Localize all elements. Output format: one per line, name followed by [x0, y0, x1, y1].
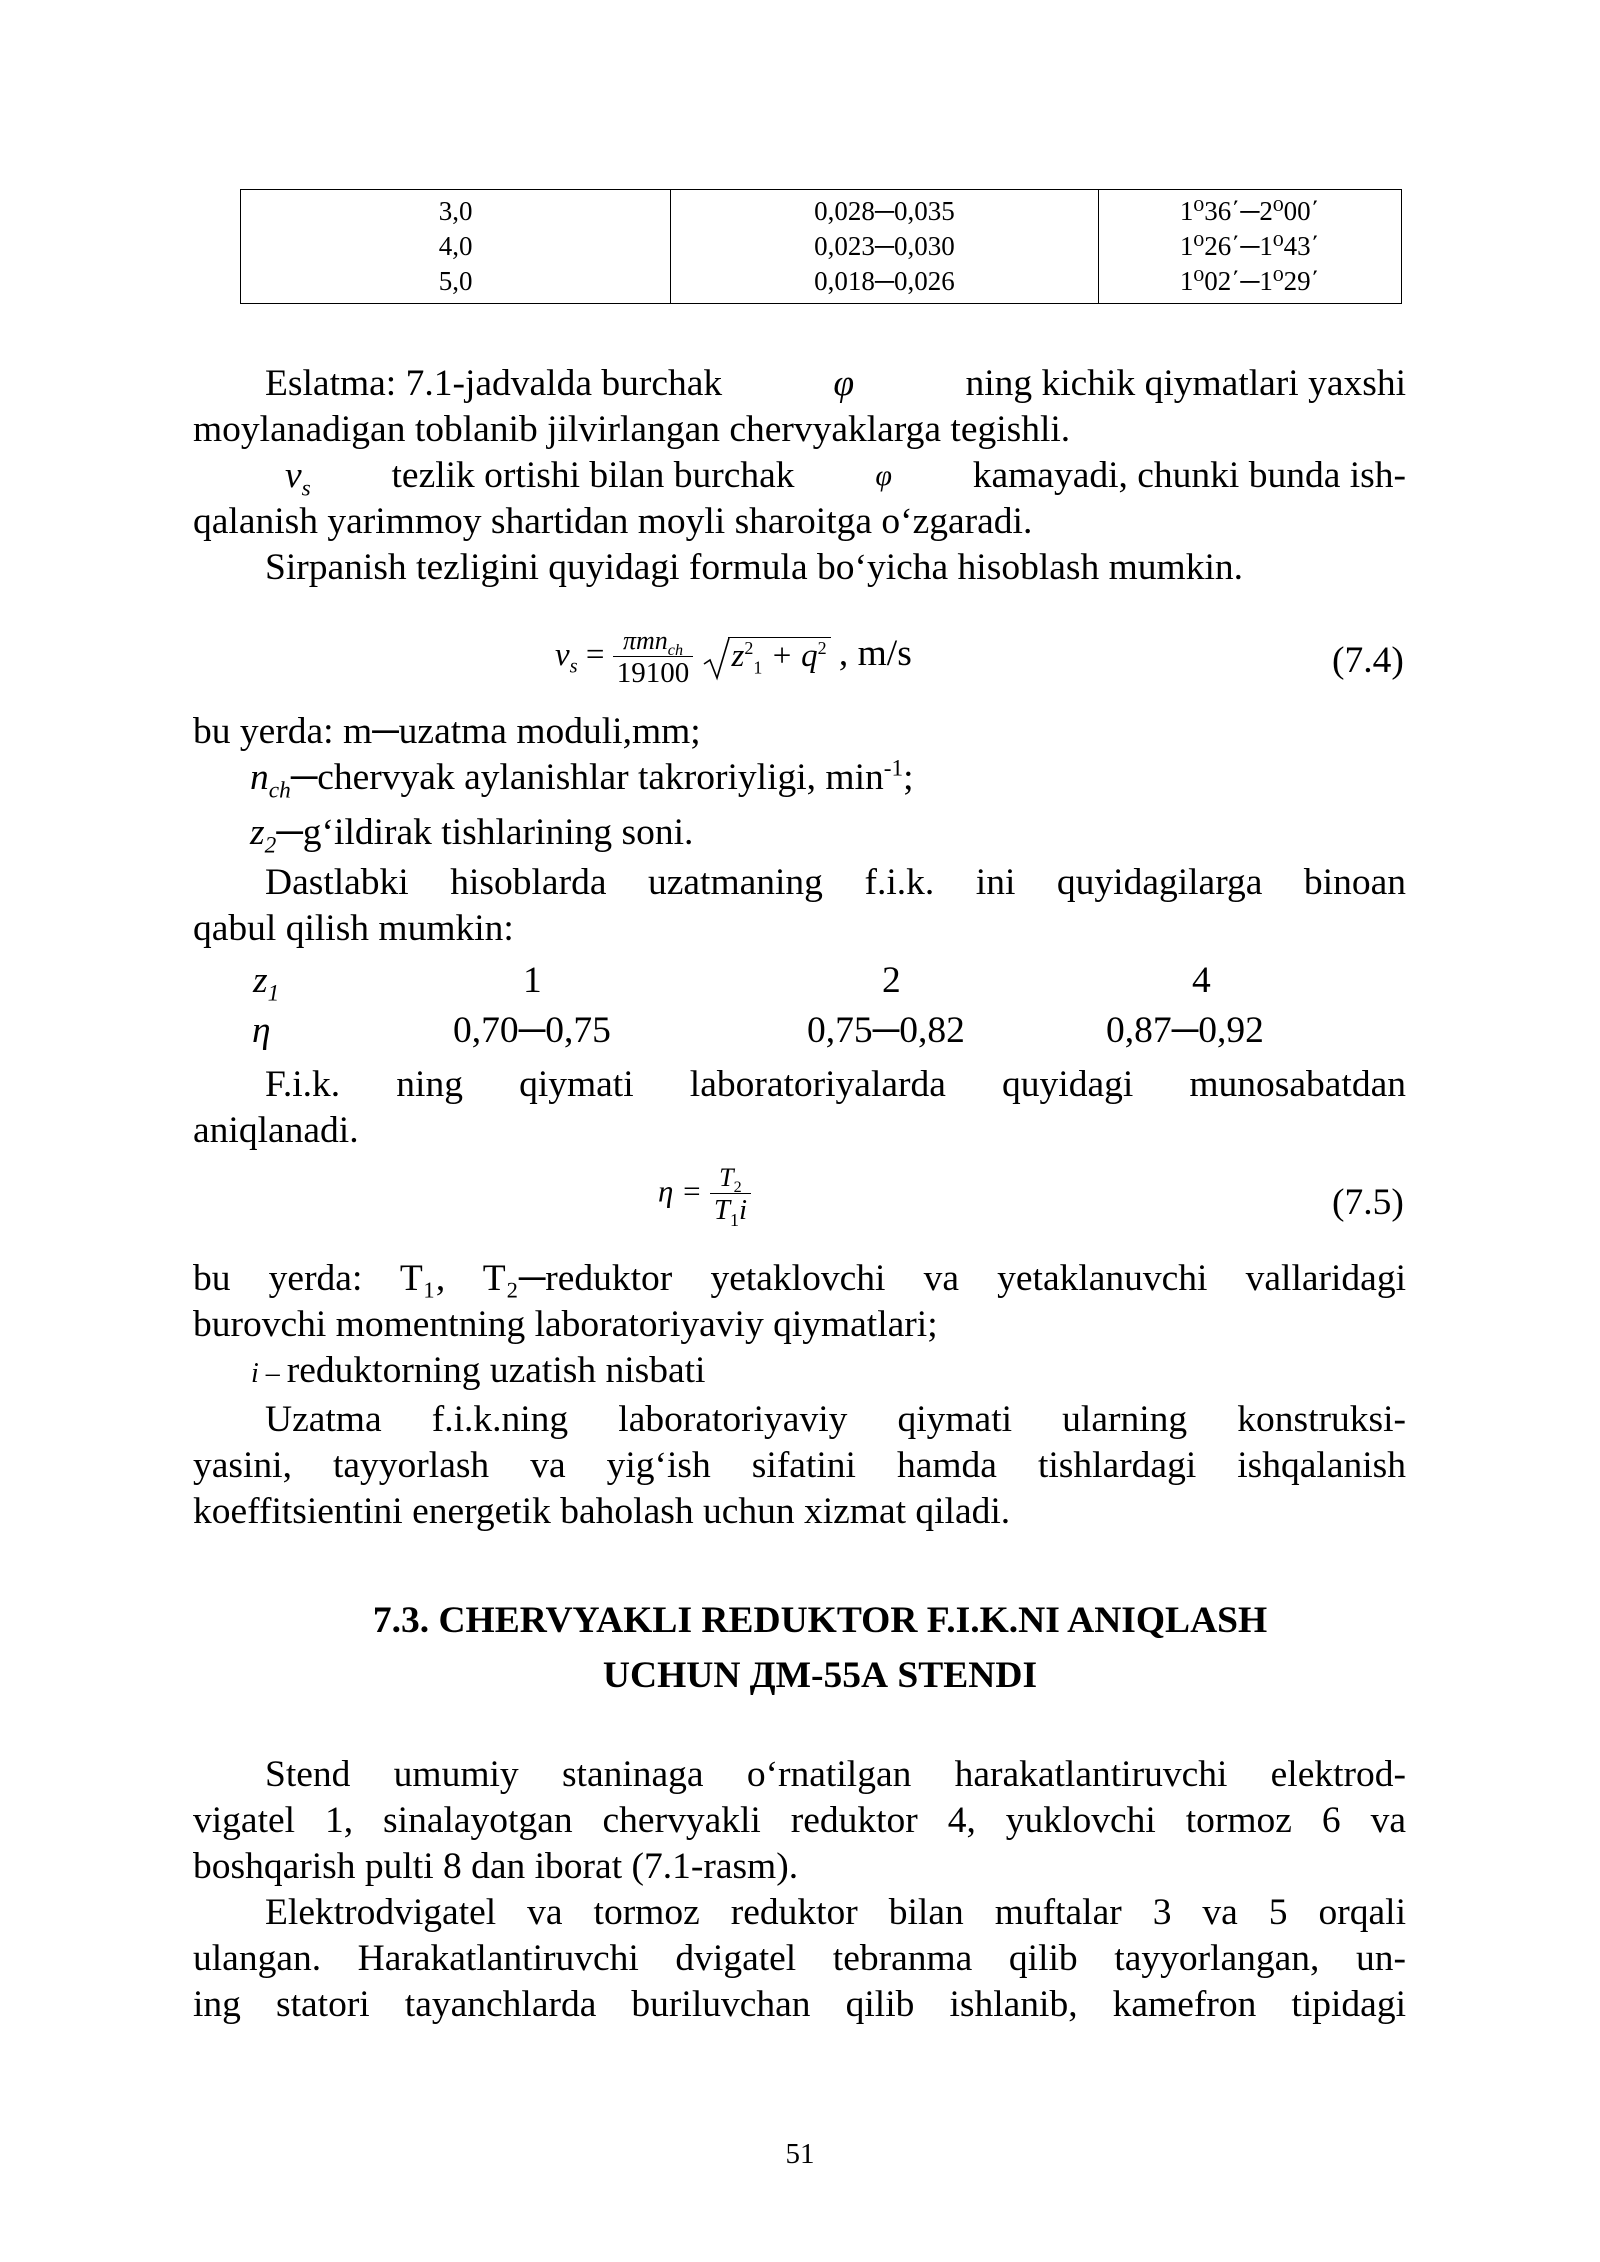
- eta-value: 0,70─0,75: [453, 1010, 611, 1051]
- text-line: moylanadigan toblanib jilvirlangan chervyaklarga tegishli.: [193, 409, 1071, 450]
- text-line: [193, 1443, 1406, 1489]
- paragraph: [193, 1256, 1406, 1535]
- table-cell: 0,018─0,026: [814, 266, 955, 296]
- section-heading: UCHUN ДМ-55А STENDI: [602, 1655, 1038, 1696]
- formula-lhs-sub: s: [569, 655, 578, 678]
- text-fragment: Elektrodvigatel va tormoz reduktor bilan muftalar 3 va 5 orqali: [265, 1892, 1406, 1933]
- denominator-sub: 1: [729, 1209, 739, 1230]
- z-symbol: z: [250, 812, 265, 853]
- z-symbol: z: [253, 960, 268, 1001]
- table-cell: 1⁰02΄─1⁰29΄: [1179, 266, 1320, 296]
- radical-sign-icon: [702, 634, 732, 682]
- table-cell: 4,0: [438, 231, 473, 261]
- text-fragment: ning kichik qiymatlari yaxshi: [965, 363, 1406, 404]
- text-line: [193, 1256, 1406, 1302]
- paragraph: [193, 1062, 1406, 1154]
- denominator-text: T: [713, 1194, 730, 1226]
- text-fragment: vigatel 1, sinalayotgan chervyakli reduktor 4, yuklovchi tormoz 6 va: [193, 1800, 1406, 1841]
- table-column-ratio: [241, 190, 670, 303]
- formula-lhs: η =: [658, 1173, 703, 1209]
- ch-subscript: ch: [268, 777, 291, 804]
- text-fragment: reduktorning uzatish nisbati: [286, 1350, 706, 1391]
- formula-7-4: [555, 626, 912, 689]
- radicand: $z^2_1 + q^2$: [728, 637, 831, 674]
- phi-symbol: φ: [833, 363, 855, 404]
- formula-unit: , m/s: [838, 633, 912, 675]
- text-line: [265, 860, 1406, 906]
- text-line: [265, 1890, 1406, 1936]
- text-fragment: Stend umumiy staninaga o‘rnatilgan harakatlantiruvchi elektrod-: [265, 1754, 1406, 1795]
- text-fragment: Uzatma f.i.k.ning laboratoriyaviy qiymati ularning konstruksi-: [265, 1399, 1406, 1440]
- text-line: [193, 1798, 1406, 1844]
- text-line: [285, 453, 1406, 502]
- table-cell: 1⁰26΄─1⁰43΄: [1179, 231, 1320, 261]
- equation-number: (7.5): [1332, 1182, 1404, 1223]
- fraction: [710, 1163, 751, 1230]
- text-line: [265, 361, 1406, 407]
- vs-symbol: [285, 453, 311, 502]
- fraction-denominator: [710, 1193, 751, 1230]
- text-line: qalanish yarimmoy shartidan moyli sharoitga o‘zgaradi.: [193, 501, 1033, 542]
- text-fragment: ;: [903, 757, 914, 798]
- text-line: [193, 1982, 1406, 2028]
- section-heading: 7.3. CHERVYAKLI REDUKTOR F.I.K.NI ANIQLASH: [372, 1600, 1268, 1641]
- fraction: [613, 626, 694, 689]
- text-line: [265, 1397, 1406, 1443]
- note-paragraph: [193, 361, 1406, 591]
- fraction-denominator: 19100: [613, 656, 694, 689]
- denominator-rest: i: [738, 1194, 747, 1226]
- table-cell: 0,023─0,030: [814, 231, 955, 261]
- table-cell: 5,0: [438, 266, 473, 296]
- text-line: Sirpanish tezligini quyidagi formula bo‘yicha hisoblash mumkin.: [265, 547, 1243, 588]
- text-line: koeffitsientini energetik baholash uchun xizmat qiladi.: [193, 1491, 1011, 1532]
- text-fragment: kamayadi, chunki bunda ish-: [972, 455, 1406, 496]
- n-symbol: n: [250, 757, 269, 798]
- text-line: aniqlanadi.: [193, 1110, 359, 1151]
- angle-table: [240, 189, 1402, 304]
- text-fragment: ─g‘ildirak tishlarining soni.: [276, 812, 694, 853]
- numerator-sub: 2: [733, 1179, 742, 1197]
- text-fragment: Dastlabki hisoblarda uzatmaning f.i.k. ini quyidagilarga binoan: [265, 862, 1406, 903]
- paragraph: [193, 860, 1406, 952]
- eta-value: 0,75─0,82: [807, 1010, 965, 1051]
- text-fragment: ulangan. Harakatlantiruvchi dvigatel tebranma qilib tayyorlangan, un-: [193, 1938, 1406, 1979]
- table-column-friction: [670, 190, 1097, 303]
- text-fragment: bu yerda: T₁, T₂─reduktor yetaklovchi va yetaklanuvchi vallaridagi: [193, 1258, 1406, 1299]
- text-line: boshqarish pulti 8 dan iborat (7.1-rasm).: [193, 1846, 799, 1887]
- text-fragment: yasini, tayyorlash va yig‘ish sifatini hamda tishlardagi ishqalanish: [193, 1445, 1406, 1486]
- equals-sign: =: [585, 637, 605, 674]
- z-subscript: 1: [267, 980, 280, 1007]
- table-cell: 0,028─0,035: [814, 196, 955, 226]
- eta-value: 0,87─0,92: [1106, 1010, 1264, 1051]
- numerator-text: πmn: [622, 626, 668, 655]
- v-letter: v: [285, 455, 302, 496]
- eta-label: η: [252, 1010, 271, 1051]
- radicand-sub: 1: [753, 657, 763, 678]
- text-line: qabul qilish mumkin:: [193, 908, 514, 949]
- text-line: bu yerda: m─uzatma moduli,mm;: [193, 711, 701, 752]
- paragraph: [193, 1752, 1406, 2028]
- fraction-numerator: [715, 1163, 746, 1197]
- formula-7-5: [658, 1163, 751, 1230]
- radicand-z: z: [731, 637, 745, 674]
- z1-value: 4: [1192, 960, 1211, 1001]
- page-number: 51: [785, 2138, 815, 2170]
- s-subscript: s: [301, 475, 311, 502]
- z1-label: [253, 958, 280, 1007]
- formula-lhs: v: [555, 637, 570, 674]
- text-line: [265, 1062, 1406, 1108]
- text-line: [265, 1752, 1406, 1798]
- text-fragment: ─chervyak aylanishlar takroriyligi, min: [290, 757, 884, 798]
- z1-value: 1: [523, 960, 542, 1001]
- text-fragment: ing statori tayanchlarda buriluvchan qilib ishlanib, kamefron tipidagi: [193, 1984, 1406, 2025]
- text-line: i – reduktorning uzatish nisbati: [251, 1350, 706, 1391]
- table-column-angle: [1098, 190, 1401, 303]
- text-line: [250, 755, 914, 804]
- text-fragment: Eslatma: 7.1-jadvalda burchak: [265, 363, 723, 404]
- phi-symbol: φ: [875, 459, 892, 492]
- radicand-rest: + q: [770, 637, 818, 674]
- text-fragment: tezlik ortishi bilan burchak: [391, 455, 795, 496]
- table-cell: 1⁰36΄─2⁰00΄: [1179, 196, 1320, 226]
- fraction-numerator: [619, 626, 687, 660]
- z1-value: 2: [882, 960, 901, 1001]
- superscript: -1: [883, 755, 904, 782]
- text-fragment: F.i.k. ning qiymati laboratoriyalarda quyidagi munosabatdan: [265, 1064, 1406, 1105]
- table-cell: 3,0: [438, 196, 473, 226]
- text-line: burovchi momentning laboratoriyaviy qiymatlari;: [193, 1304, 938, 1345]
- z-subscript: 2: [264, 832, 277, 859]
- text-line: [193, 1936, 1406, 1982]
- equation-number: (7.4): [1332, 640, 1404, 681]
- i-symbol: i: [251, 1358, 259, 1389]
- numerator-sub: ch: [667, 642, 684, 660]
- text-line: [250, 810, 694, 859]
- numerator-text: T: [719, 1163, 734, 1192]
- radical: [702, 633, 831, 682]
